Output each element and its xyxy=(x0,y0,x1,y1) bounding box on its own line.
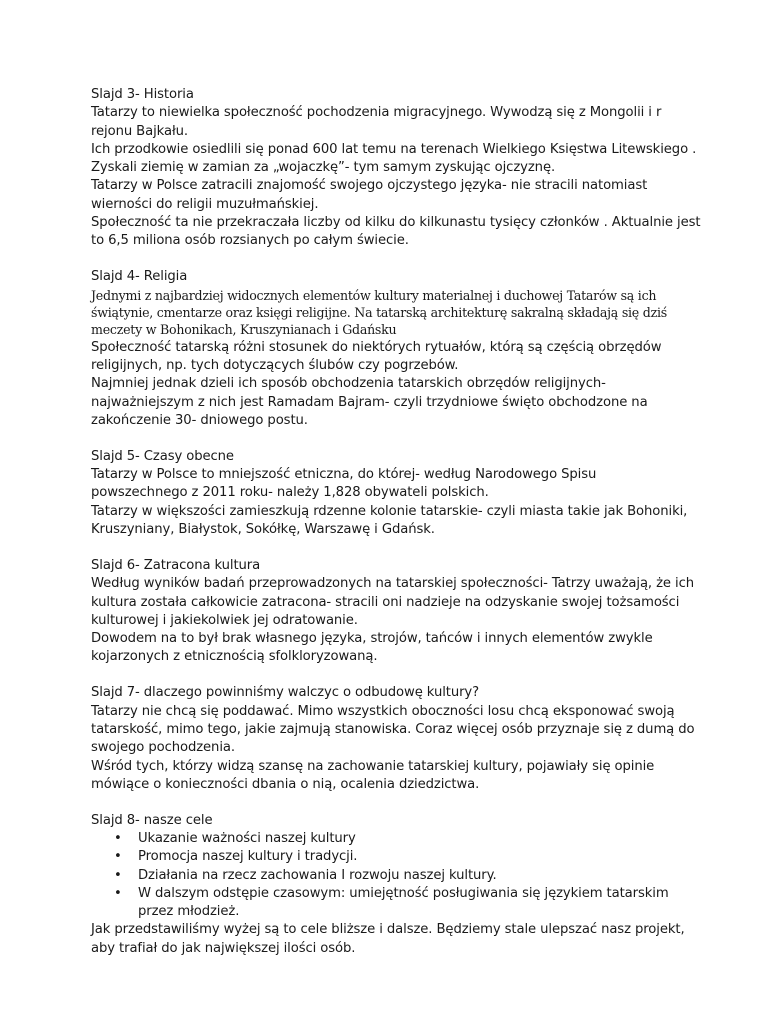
list-item xyxy=(91,885,691,922)
bullet-icon: • xyxy=(114,867,122,883)
paragraph-line: kultura została całkowicie zatracona- stracili oni nadzieje na odzyskanie swojej tożsamości xyxy=(91,594,680,610)
list-item xyxy=(91,867,691,885)
paragraph-line: kulturowej i jakiekolwiek jej odratowanie. xyxy=(91,612,358,628)
list-item-text: Działania na rzecz zachowania I rozwoju naszej kultury. xyxy=(138,867,497,883)
list-item-text: Promocja naszej kultury i tradycji. xyxy=(138,849,358,865)
section-heading: Slajd 8- nasze cele xyxy=(91,812,213,828)
section-heading: Slajd 7- dlaczego powinniśmy walczyc o odbudowę kultury? xyxy=(91,685,480,701)
paragraph-line: Tatarzy w większości zamieszkują rdzenne kolonie tatarskie- czyli miasta takie jak Bohoniki, xyxy=(91,503,688,519)
list-item xyxy=(91,830,691,848)
serif-paragraph-line: świątynie, cmentarze oraz księgi religijne. Na tatarską architekturę sakralną składają się dziś xyxy=(91,304,667,320)
serif-paragraph-line: meczety w Bohonikach, Kruszynianach i Gdańsku xyxy=(91,322,397,338)
goals-list xyxy=(91,830,691,921)
section-slajd-6-zatracona-kultura xyxy=(91,557,695,667)
paragraph-line: Społeczność ta nie przekraczała liczby od kilku do kilkunastu tysięcy członków . Aktualnie jest xyxy=(91,215,701,231)
paragraph-line: zakończenie 30- dniowego postu. xyxy=(91,412,308,428)
paragraph-line: najważniejszym z nich jest Ramadam Bajram- czyli trzydniowe święto obchodzone na xyxy=(91,394,648,410)
section-slajd-4-religia xyxy=(91,268,691,430)
section-slajd-7-odbudowa-kultury xyxy=(91,684,695,794)
section-heading: Slajd 5- Czasy obecne xyxy=(91,448,234,464)
serif-paragraph-line: Jednymi z najbardziej widocznych elementów kultury materialnej i duchowej Tatarów są ich xyxy=(91,287,657,303)
paragraph-line: Tatarzy w Polsce to mniejszość etniczna, do której- według Narodowego Spisu xyxy=(91,467,597,483)
paragraph-line: Tatarzy nie chcą się poddawać. Mimo wszystkich oboczności losu chcą eksponować swoją xyxy=(91,703,675,719)
document-page xyxy=(91,86,701,976)
paragraph-line: Według wyników badań przeprowadzonych na tatarskiej społeczności- Tatrzy uważają, że ich xyxy=(91,576,695,592)
paragraph-line: mówiące o konieczności dbania o nią, ocalenia dziedzictwa. xyxy=(91,776,480,792)
paragraph-line: Najmniej jednak dzieli ich sposób obchodzenia tatarskich obrzędów religijnych- xyxy=(91,376,606,392)
paragraph-line: Tatarzy to niewielka społeczność pochodzenia migracyjnego. Wywodzą się z Mongolii i r xyxy=(91,105,662,121)
paragraph-line: wierności do religii muzułmańskiej. xyxy=(91,196,319,212)
paragraph-line: aby trafiał do jak największej ilości osób. xyxy=(91,940,356,956)
bullet-icon: • xyxy=(114,849,122,865)
section-slajd-8-nasze-cele xyxy=(91,812,691,958)
paragraph-line: powszechnego z 2011 roku- należy 1,828 obywateli polskich. xyxy=(91,485,489,501)
paragraph-line: Dowodem na to był brak własnego języka, strojów, tańców i innych elementów zwykle xyxy=(91,631,653,647)
list-item-text: W dalszym odstępie czasowym: umiejętność posługiwania się językiem tatarskim xyxy=(138,885,669,901)
list-item-text: przez młodzież. xyxy=(138,904,240,920)
paragraph-line: Zyskali ziemię w zamian za „wojaczkę”- tym samym zyskując ojczyznę. xyxy=(91,160,556,176)
section-heading: Slajd 4- Religia xyxy=(91,269,188,285)
section-heading: Slajd 3- Historia xyxy=(91,87,194,102)
paragraph-line: rejonu Bajkału. xyxy=(91,123,188,139)
paragraph-line: to 6,5 miliona osób rozsianych po całym świecie. xyxy=(91,233,409,249)
paragraph-line: Kruszyniany, Białystok, Sokółkę, Warszawę i Gdańsk. xyxy=(91,522,435,538)
paragraph-line: kojarzonych z etnicznością sfolkloryzowaną. xyxy=(91,649,378,665)
list-item xyxy=(91,848,691,866)
paragraph-line: Tatarzy w Polsce zatracili znajomość swojego ojczystego języka- nie stracili natomiast xyxy=(91,178,648,194)
bullet-icon: • xyxy=(114,885,122,901)
list-item-text: Ukazanie ważności naszej kultury xyxy=(138,830,356,846)
paragraph-line: Wśród tych, którzy widzą szansę na zachowanie tatarskiej kultury, pojawiały się opinie xyxy=(91,758,655,774)
section-slajd-5-czasy-obecne xyxy=(91,448,691,539)
paragraph-line: Jak przedstawiliśmy wyżej są to cele bliższe i dalsze. Będziemy stale ulepszać nasz projekt, xyxy=(91,922,685,938)
section-slajd-3-historia xyxy=(91,86,701,251)
paragraph-line: tatarskość, mimo tego, jakie zajmują stanowiska. Coraz więcej osób przyznaje się z dumą do xyxy=(91,721,695,737)
paragraph-line: Społeczność tatarską różni stosunek do niektórych rytuałów, którą są częścią obrzędów xyxy=(91,339,662,355)
paragraph-line: swojego pochodzenia. xyxy=(91,740,235,756)
paragraph-line: religijnych, np. tych dotyczących ślubów czy pogrzebów. xyxy=(91,358,459,374)
paragraph-line: Ich przodkowie osiedlili się ponad 600 lat temu na terenach Wielkiego Księstwa Litewskiego . xyxy=(91,141,697,157)
bullet-icon: • xyxy=(114,830,122,846)
section-heading: Slajd 6- Zatracona kultura xyxy=(91,557,261,573)
